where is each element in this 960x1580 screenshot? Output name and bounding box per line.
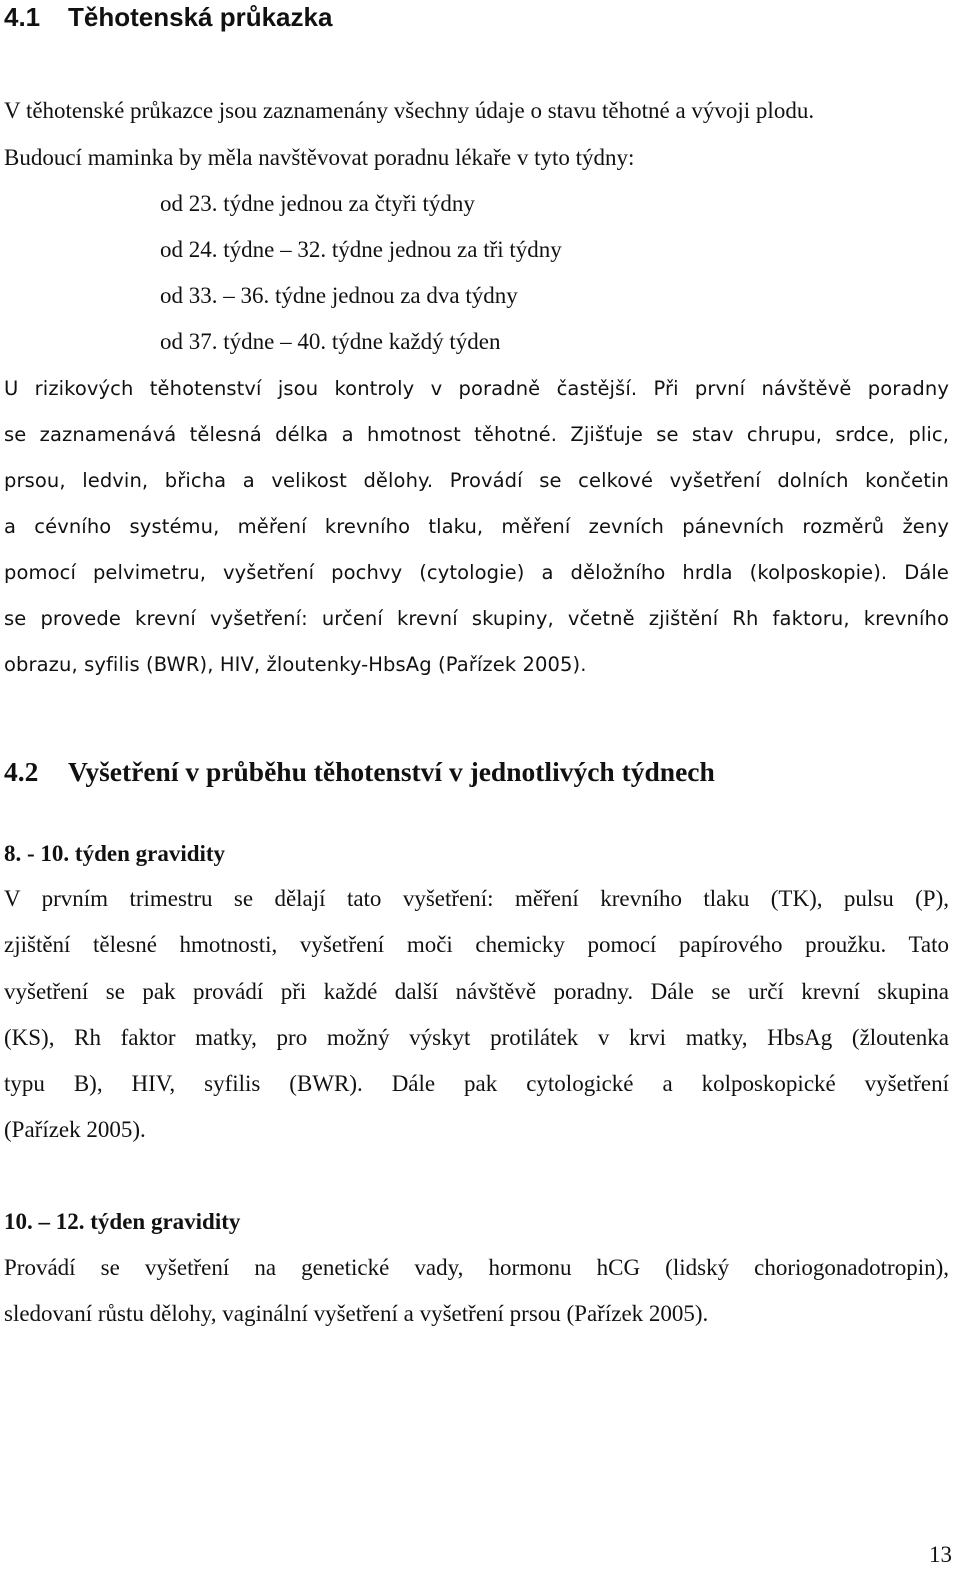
text-line: vyšetření se pak provádí při každé další návštěvě poradny. Dále se určí krevní skupina	[4, 979, 949, 1004]
schedule-item: od 24. týdne – 32. týdne jednou za tři týdny	[160, 237, 562, 262]
text-line: (KS), Rh faktor matky, pro možný výskyt protilátek v krvi matky, HbsAg (žloutenka	[4, 1025, 949, 1050]
text-line: obrazu, syfilis (BWR), HIV, žloutenky-HbsAg (Pařízek 2005).	[4, 653, 587, 676]
text-line: (Pařízek 2005).	[4, 1117, 146, 1142]
section-number: 4.1	[4, 2, 41, 32]
text-line: pomocí pelvimetru, vyšetření pochvy (cytologie) a děložního hrdla (kolposkopie). Dále	[4, 561, 949, 584]
schedule-item: od 37. týdne – 40. týdne každý týden	[160, 329, 501, 354]
section-number: 4.2	[4, 756, 39, 787]
section-heading-4-2	[4, 754, 715, 790]
subheading-weeks-8-10: 8. - 10. týden gravidity	[4, 841, 226, 866]
text-line: se zaznamenává tělesná délka a hmotnost těhotné. Zjišťuje se stav chrupu, srdce, plic,	[4, 423, 949, 446]
schedule-item: od 23. týdne jednou za čtyři týdny	[160, 191, 475, 216]
text-line: se provede krevní vyšetření: určení krevní skupiny, včetně zjištění Rh faktoru, krevního	[4, 607, 949, 630]
text-line: a cévního systému, měření krevního tlaku, měření zevních pánevních rozměrů ženy	[4, 515, 949, 538]
text-line: V prvním trimestru se dělají tato vyšetření: měření krevního tlaku (TK), pulsu (P),	[4, 886, 949, 911]
section-title: Vyšetření v průběhu těhotenství v jednotlivých týdnech	[68, 756, 715, 787]
text-line: Provádí se vyšetření na genetické vady, hormonu hCG (lidský choriogonadotropin),	[4, 1255, 949, 1280]
text-line: V těhotenské průkazce jsou zaznamenány všechny údaje o stavu těhotné a vývoji plodu.	[4, 98, 815, 123]
text-line: zjištění tělesné hmotnosti, vyšetření moči chemicky pomocí papírového proužku. Tato	[4, 932, 949, 957]
section-heading-4-1	[4, 0, 332, 34]
text-line: typu B), HIV, syfilis (BWR). Dále pak cytologické a kolposkopické vyšetření	[4, 1071, 949, 1096]
text-line: prsou, ledvin, břicha a velikost dělohy. Provádí se celkové vyšetření dolních končetin	[4, 469, 949, 492]
text-line: U rizikových těhotenství jsou kontroly v poradně častější. Při první návštěvě poradny	[4, 377, 949, 400]
text-line: Budoucí maminka by měla navštěvovat poradnu lékaře v tyto týdny:	[4, 145, 635, 170]
subheading-weeks-10-12: 10. – 12. týden gravidity	[4, 1209, 241, 1234]
section-title: Těhotenská průkazka	[68, 2, 333, 32]
text-line: sledovaní růstu dělohy, vaginální vyšetření a vyšetření prsou (Pařízek 2005).	[4, 1301, 709, 1326]
page-number: 13	[929, 1542, 952, 1567]
schedule-item: od 33. – 36. týdne jednou za dva týdny	[160, 283, 518, 308]
